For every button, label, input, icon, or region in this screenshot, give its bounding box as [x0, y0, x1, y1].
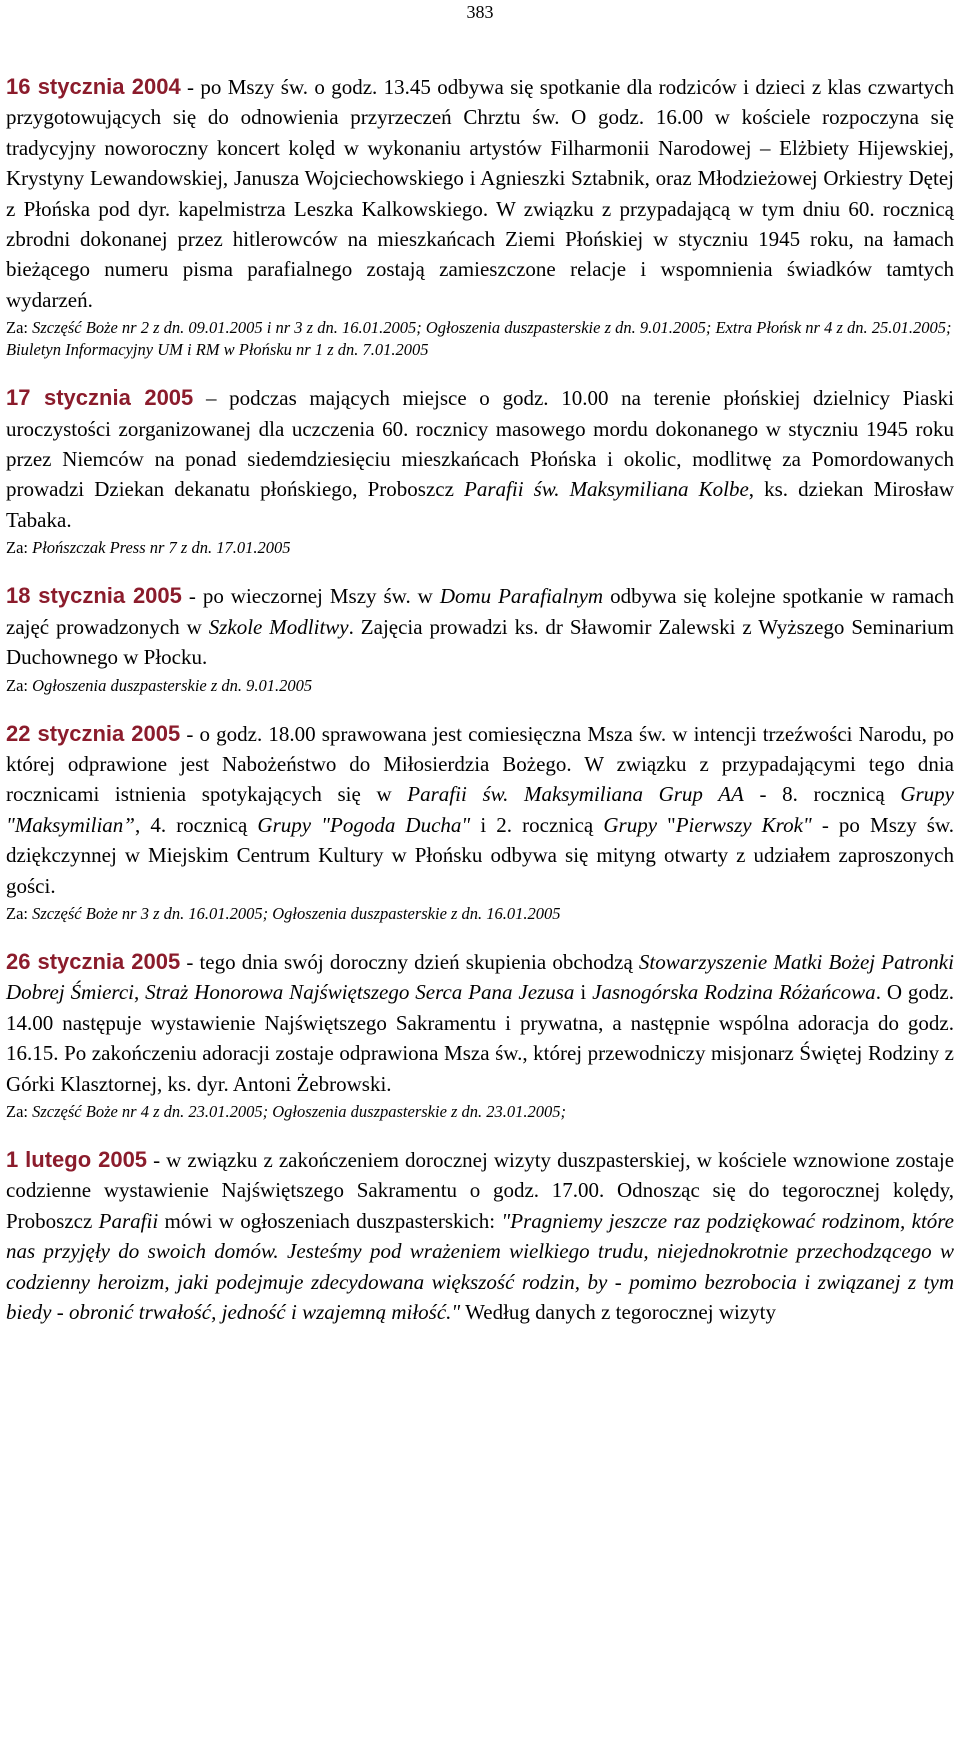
source-citation: Płońszczak Press nr 7 z dn. 17.01.2005: [32, 538, 291, 558]
text-run: i 2. rocznicą: [470, 812, 604, 837]
entry-source: [6, 537, 954, 559]
entry-source: [6, 1101, 954, 1123]
italic-text-run: "Pragniemy jeszcze raz podziękować rodzinom, które nas przyjęły do swoich domów. Jesteśmy pod wrażeniem wielkiego trudu, niejednokrotnie przechodzącego w codzienny heroizm, jaki podejmuje zdecydowana większość rodzin, by - pomimo bezrobocia i związanej z tym biedy - obronić trwałość, jedność i wzajemną miłość.": [6, 1208, 955, 1324]
source-citation: Ogłoszenia duszpasterskie z dn. 9.01.2005: [32, 675, 313, 695]
text-run: - w związku z zakończeniem dorocznej wizyty duszpasterskiej, w kościele wznowione zostaje codzienne wystawienie Najświętszego Sakramentu o godz. 17.00. Odnosząc się do tegorocznej kolędy, Proboszcz: [6, 1147, 955, 1233]
text-run: , 4. rocznicą: [134, 812, 258, 837]
entry-text: [6, 1145, 954, 1327]
entry-date: 1 lutego 2005: [6, 1146, 148, 1172]
italic-text-run: Parafii: [98, 1208, 159, 1233]
entry-date: 18 stycznia 2005: [6, 583, 182, 609]
entry-text: [6, 72, 954, 315]
text-run: ": [657, 812, 676, 837]
entry-date: 17 stycznia 2005: [6, 385, 194, 411]
text-run: - tego dnia swój doroczny dzień skupienia obchodzą: [180, 949, 639, 974]
text-run: odbywa się kolejne spotkanie w ramach zajęć prowadzonych w: [6, 584, 954, 639]
source-prefix: Za:: [6, 1101, 33, 1121]
entry-date: 22 stycznia 2005: [6, 720, 181, 746]
entry-source: [6, 675, 954, 697]
text-run: - po Mszy św. dziękczynnej w Miejskim Centrum Kultury w Płońsku odbywa się mityng otwarty z udziałem zaproszonych gości.: [6, 812, 955, 898]
italic-text-run: Domu Parafialnym: [439, 584, 604, 609]
italic-text-run: Grupy: [603, 812, 658, 837]
source-prefix: Za:: [6, 318, 33, 338]
text-run: . O godz. 14.00 następuje wystawienie Najświętszego Sakramentu i prywatna, a następnie wspólna adoracja do godz. 16.15. Po zakończeniu adoracji zostaje odprawiona Msza św., której przewodniczy misjonarz Świętej Rodziny z Górki Klasztornej, ks. dyr. Antoni Żebrowski.: [6, 980, 954, 1096]
text-run: Według danych z tegorocznej wizyty: [460, 1300, 776, 1324]
source-citation: Szczęść Boże nr 4 z dn. 23.01.2005; Ogłoszenia duszpasterskie z dn. 23.01.2005;: [32, 1101, 567, 1121]
text-run: – podczas mających miejsce o godz. 10.00 na terenie płońskiej dzielnicy Piaski uroczystości zorganizowanej dla uczczenia 60. rocznicy masowego mordu dokonanego w styczniu 1945 roku przez Niemców na ponad siedemdziesięciu mieszkańcach Płońska i okolic, modlitwę za Pomordowanych prowadzi Dziekan dekanatu płońskiego, Proboszcz: [6, 386, 954, 502]
text-run: i: [574, 980, 593, 1005]
italic-text-run: Stowarzyszenie Matki Bożej Patronki Dobrej Śmierci: [6, 949, 954, 1005]
italic-text-run: Straż Honorowa Najświętszego Serca Pana Jezusa: [145, 980, 575, 1005]
entry-text: [6, 947, 954, 1099]
text-run: - po Mszy św. o godz. 13.45 odbywa się spotkanie dla rodziców i dzieci z klas czwartych przygotowujących się do odnowienia przyrzeczeń Chrztu św. O godz. 16.00 w kościele rozpoczyna się tradycyjny noworoczny koncert kolęd w wykonaniu artystów Filharmonii Narodowej – Elżbiety Hijewskiej, Krystyny Lewandowskiej, Janusza Wojciechowskiego i Agnieszki Sztabnik, oraz Młodzieżowej Orkiestry Dętej z Płońska pod dyr. kapelmistrza Leszka Kalkowskiego. W związku z przypadającą w tym dniu 60. rocznicą zbrodni dokonanej przez hitlerowców na mieszkańcach Ziemi Płońskiej w styczniu 1945 roku, na łamach bieżącego numeru pisma parafialnego zostają zamieszczone relacje i wspomnienia świadków tamtych wydarzeń.: [6, 75, 954, 312]
entry-date: 26 stycznia 2005: [6, 948, 181, 974]
italic-text-run: Grupy "Maksymilian”: [6, 782, 954, 837]
italic-text-run: Parafii św. Maksymiliana Grup AA: [407, 782, 744, 807]
chronicle-entry: [6, 947, 954, 1123]
chronicle-entry: [6, 719, 954, 925]
chronicle-entry: [6, 383, 954, 559]
text-run: - o godz. 18.00 sprawowana jest comiesięczna Msza św. w intencji trzeźwości Narodu, po której odprawione jest Nabożeństwo do Miłosierdzia Bożego. W związku z przypadającymi tego dnia rocznicami istnienia spotykających się w: [6, 721, 954, 807]
entry-source: [6, 317, 954, 361]
italic-text-run: Parafii św. Maksymiliana Kolbe: [464, 477, 749, 502]
chronicle-entry: [6, 581, 954, 696]
entry-date: 16 stycznia 2004: [6, 74, 181, 99]
text-run: mówi w ogłoszeniach duszpasterskich:: [158, 1208, 502, 1233]
source-prefix: Za:: [6, 538, 33, 558]
chronicle-entries: [6, 72, 954, 1349]
italic-text-run: Grupy "Pogoda Ducha": [257, 812, 471, 837]
italic-text-run: Pierwszy Krok": [675, 812, 812, 837]
entry-text: [6, 581, 954, 672]
text-run: - 8. rocznicą: [743, 782, 901, 807]
page-number: 383: [466, 2, 494, 22]
text-run: , ks. dziekan Mirosław Tabaka.: [6, 477, 955, 532]
source-prefix: Za:: [6, 675, 33, 695]
chronicle-entry: [6, 72, 954, 361]
italic-text-run: Jasnogórska Rodzina Różańcowa: [592, 980, 876, 1005]
italic-text-run: Szkole Modlitwy: [208, 614, 349, 639]
chronicle-entry: [6, 1145, 954, 1327]
entry-text: [6, 383, 954, 535]
text-run: . Zajęcia prowadzi ks. dr Sławomir Zalewski z Wyższego Seminarium Duchownego w Płocku.: [6, 614, 954, 670]
entry-text: [6, 719, 954, 901]
text-run: ,: [133, 980, 146, 1005]
text-run: - po wieczornej Mszy św. w: [181, 584, 440, 609]
source-prefix: Za:: [6, 903, 33, 923]
entry-source: [6, 903, 954, 925]
source-citation: Szczęść Boże nr 3 z dn. 16.01.2005; Ogłoszenia duszpasterskie z dn. 16.01.2005: [32, 903, 561, 923]
source-citation: Szczęść Boże nr 2 z dn. 09.01.2005 i nr 3 z dn. 16.01.2005; Ogłoszenia duszpasterskie z dn. 9.01.2005; Extra Płońsk nr 4 z dn. 25.01.2005; Biuletyn Informacyjny UM i RM w Płońsku nr 1 z dn. 7.01.2005: [6, 318, 952, 360]
